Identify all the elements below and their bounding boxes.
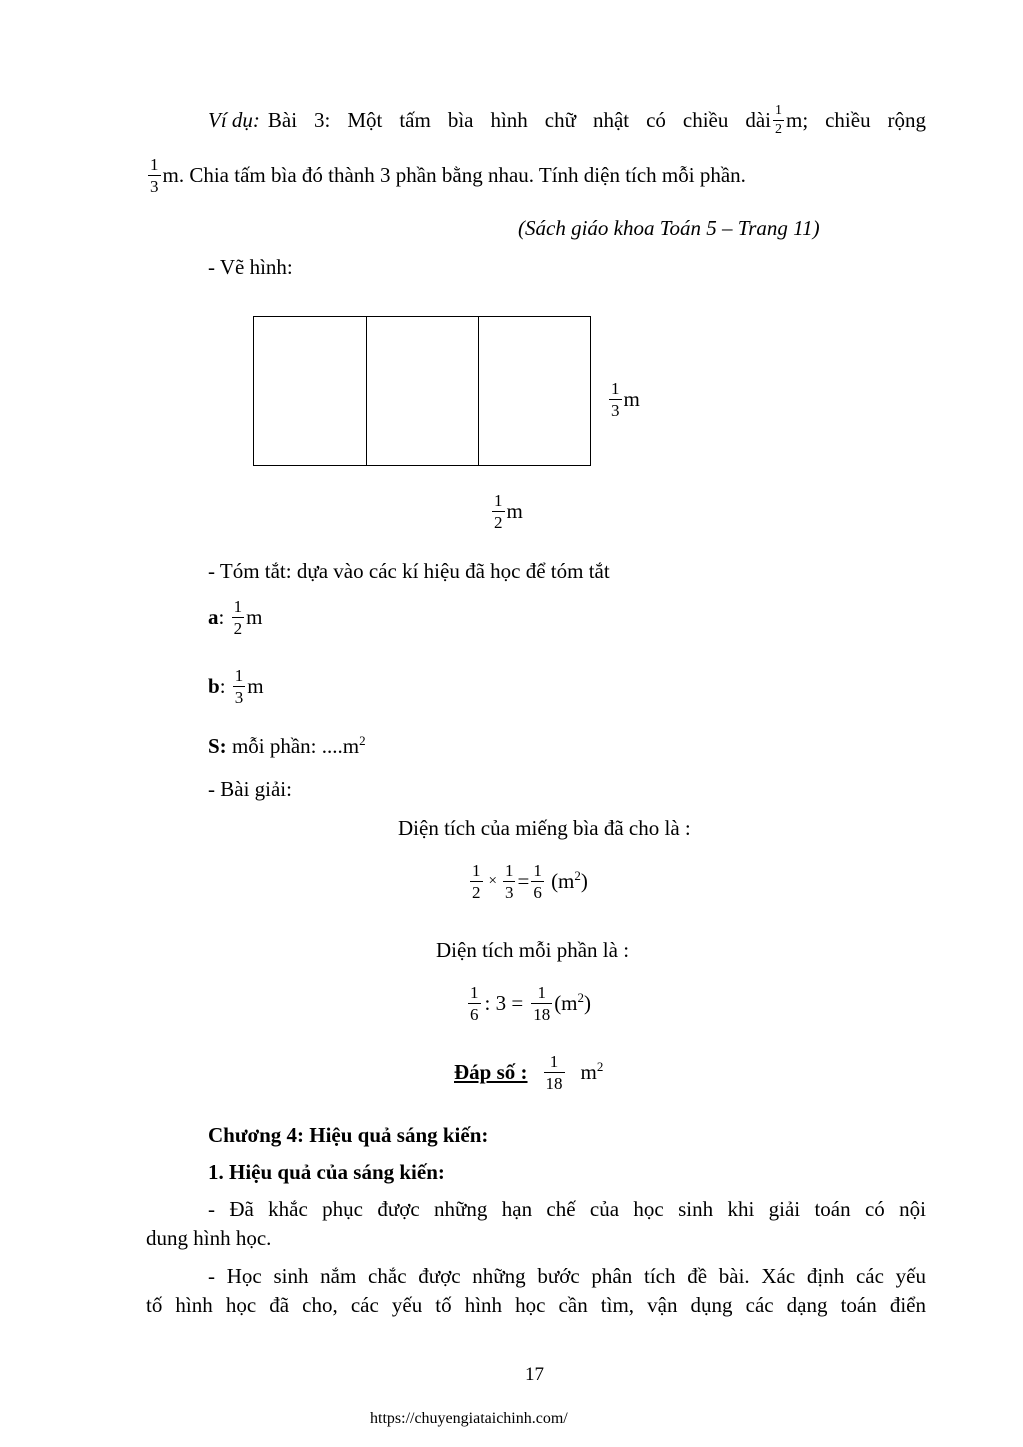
answer-label: Đáp số : (454, 1060, 528, 1084)
eq2-unit: $(m^2)$ (554, 990, 592, 1015)
equation-1 (468, 862, 588, 901)
paragraph-1-line-1: - Đã khắc phục được những hạn chế của học sinh khi giải toán có nội (208, 1197, 926, 1221)
chapter-title: Chương 4: Hiệu quả sáng kiến: (208, 1123, 489, 1147)
a-unit: m (246, 605, 263, 629)
example-text-2: m. Chia tấm bìa đó thành 3 phần bằng nhau. Tính diện tích mỗi phần. (162, 163, 746, 187)
summary-b: b : $\frac{1}{3}$ m (208, 666, 264, 707)
b-fraction: $\frac{1}{3}$ (234, 666, 244, 707)
divider-2 (478, 317, 479, 465)
answer-unit: $m^2$ (580, 1059, 604, 1084)
example-text-1: Bài 3: Một tấm bìa hình chữ nhật có chiều dài (267, 108, 771, 132)
bottom-fraction: $\frac{1}{2}$ (494, 491, 503, 532)
eq1-times: × (488, 873, 497, 889)
bottom-length-label (490, 492, 523, 531)
drawing-heading: - Vẽ hình: (208, 255, 293, 279)
answer (454, 1053, 603, 1092)
eq2-operator: : 3 = (484, 991, 524, 1015)
s-text: mỗi phần: ....m (231, 734, 360, 758)
eq2-frac-2: $\frac{1}{18}$ (533, 983, 551, 1024)
b-unit: m (247, 674, 264, 698)
example-text-1b: m; chiều rộng (786, 108, 926, 132)
eq1-frac-3: $\frac{1}{6}$ (533, 861, 542, 902)
example-line-1 (208, 104, 926, 137)
paragraph-2-line-2: tố hình học đã cho, các yếu tố hình học cần tìm, vận dụng các dạng toán điển (146, 1293, 926, 1317)
s-exponent: 2 (359, 733, 366, 748)
a-fraction: $\frac{1}{2}$ (233, 597, 243, 638)
paragraph-2-line-1: - Học sinh nắm chắc được những bước phân tích đề bài. Xác định các yếu (208, 1264, 926, 1288)
paragraph-1-line-2: dung hình học. (146, 1226, 272, 1250)
s-label: S: (208, 734, 227, 758)
eq1-frac-1: $\frac{1}{2}$ (472, 861, 481, 902)
section-title: 1. Hiệu quả của sáng kiến: (208, 1160, 445, 1184)
bottom-unit: m (506, 499, 523, 523)
example-label: Ví dụ: (208, 108, 260, 132)
solution-line-2: Diện tích mỗi phần là : (436, 938, 630, 962)
side-fraction: $\frac{1}{3}$ (611, 379, 620, 420)
answer-fraction: $\frac{1}{18}$ (545, 1052, 563, 1093)
solution-heading: - Bài giải: (208, 777, 292, 801)
side-width-label (607, 380, 640, 419)
side-unit: m (623, 387, 640, 411)
eq2-frac-1: $\frac{1}{6}$ (470, 983, 479, 1024)
summary-heading: - Tóm tắt: dựa vào các kí hiệu đã học để tóm tắt (208, 559, 610, 583)
eq1-equals: = (517, 869, 530, 893)
length-fraction: $\frac{1}{2}$ (775, 103, 782, 137)
example-source: (Sách giáo khoa Toán 5 – Trang 11) (518, 216, 820, 240)
eq1-frac-2: $\frac{1}{3}$ (504, 861, 514, 902)
summary-a: a : $\frac{1}{2}$ m (208, 597, 263, 638)
summary-s (208, 734, 366, 759)
eq1-unit: $(m^2)$ (551, 868, 588, 893)
b-label: b (208, 674, 220, 698)
equation-2 (466, 984, 591, 1023)
a-label: a (208, 605, 219, 629)
width-fraction: $\frac{1}{3}$ (150, 155, 159, 196)
cardboard-rectangle (253, 316, 591, 466)
footer-url: https://chuyengiataichinh.com/ (370, 1410, 568, 1427)
example-line-2 (146, 156, 746, 195)
page-number: 17 (525, 1364, 544, 1385)
divider-1 (366, 317, 367, 465)
solution-line-1: Diện tích của miếng bìa đã cho là : (398, 816, 691, 840)
